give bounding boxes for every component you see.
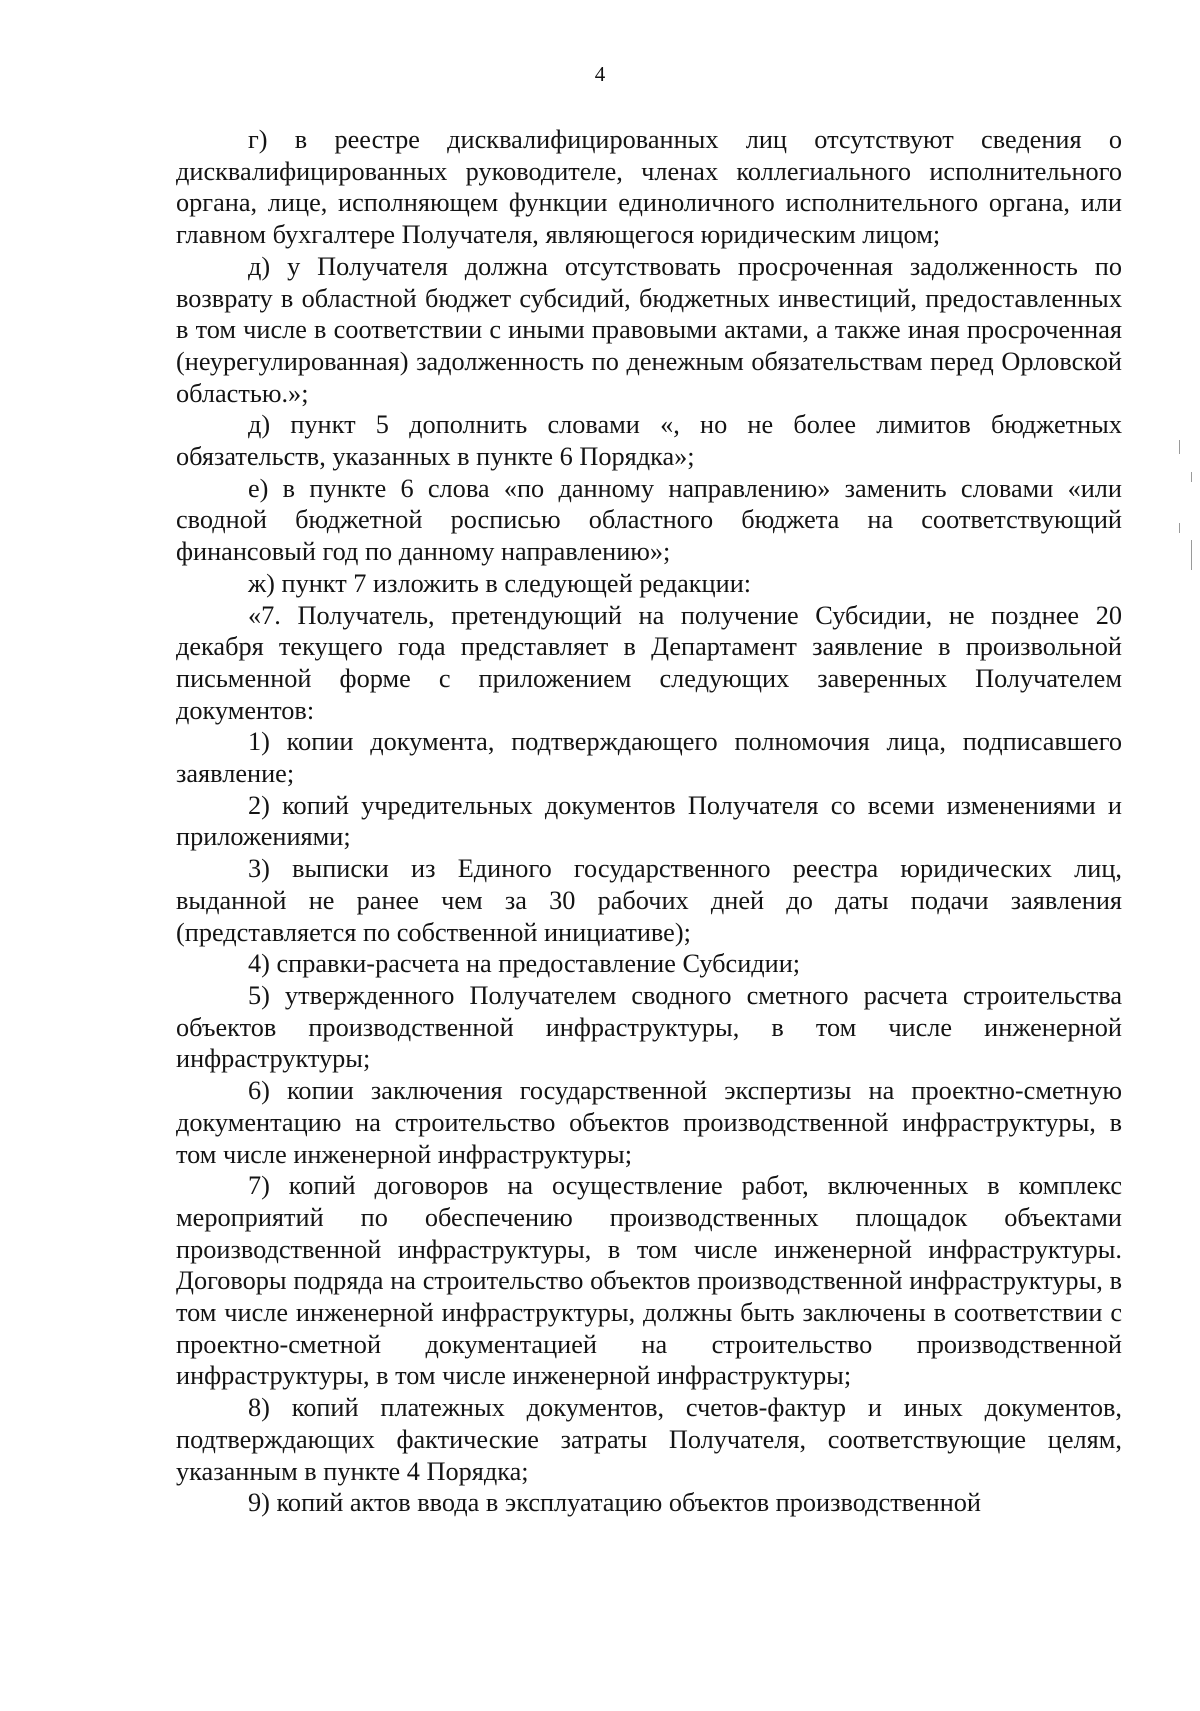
scan-artifact-mark (1179, 440, 1180, 454)
list-item-5: 5) утвержденного Получателем сводного сметного расчета строительства объектов производственной инфраструктуры, в том числе инженерной инфраструктуры; (176, 980, 1122, 1074)
list-item-3: 3) выписки из Единого государственного реестра юридических лиц, выданной не ранее чем за 30 рабочих дней до даты подачи заявления (представляется по собственной инициативе); (176, 854, 1122, 947)
list-item-1: 1) копии документа, подтверждающего полномочия лица, подписавшего заявление; (176, 727, 1122, 789)
list-item-4: 4) справки-расчета на предоставление Субсидии; (248, 949, 801, 979)
list-item-7: 7) копий договоров на осуществление работ, включенных в комплекс мероприятий по обеспечению производственных площадок объектами производственной инфраструктуры, в том числе инженерной инфраструктуры. Договоры подряда на строительство объектов производственной инфраструктуры, в том числе инженерной инфраструктуры, должны быть заключены в соответствии с проектно-сметной документацией на строительство производственной инфраструктуры, в том числе инженерной инфраструктуры; (176, 1171, 1122, 1391)
paragraph-d-clause-5-amendment: д) пункт 5 дополнить словами «, но не более лимитов бюджетных обязательств, указанных в пункте 6 Порядка»; (176, 410, 1122, 472)
scan-artifact-mark (1191, 540, 1192, 570)
document-body (176, 124, 1122, 1519)
list-item-2: 2) копий учредительных документов Получателя со всеми изменениями и приложениями; (176, 790, 1122, 852)
paragraph-clause-7-text: «7. Получатель, претендующий на получение Субсидии, не позднее 20 декабря текущего года представляет в Департамент заявление в произвольной письменной форме с приложением следующих заверенных Получателем документов: (176, 600, 1122, 725)
list-item-8: 8) копий платежных документов, счетов-фактур и иных документов, подтверждающих фактические затраты Получателя, соответствующие целям, указанным в пункте 4 Порядка; (176, 1393, 1122, 1486)
paragraph-e-clause-6-amendment: е) в пункте 6 слова «по данному направлению» заменить словами «или сводной бюджетной росписью областного бюджета на соответствующий финансовый год по данному направлению»; (176, 473, 1122, 567)
paragraph-g-disqualified-registry: г) в реестре дисквалифицированных лиц отсутствуют сведения о дисквалифицированных руководителе, членах коллегиального исполнительного органа, лице, исполняющем функции единоличного исполнительного органа, или главном бухгалтере Получателя, являющегося юридическим лицом; (176, 125, 1122, 250)
list-item-6: 6) копии заключения государственной экспертизы на проектно-сметную документацию на строительство объектов производственной инфраструктуры, в том числе инженерной инфраструктуры; (176, 1076, 1122, 1169)
paragraph-zh-clause-7-intro: ж) пункт 7 изложить в следующей редакции: (248, 568, 752, 598)
scan-artifact-mark (1191, 472, 1192, 482)
paragraph-d-overdue-debt: д) у Получателя должна отсутствовать просроченная задолженность по возврату в областной бюджет субсидий, бюджетных инвестиций, предоставленных в том числе в соответствии с иными правовыми актами, а также иная просроченная (неурегулированная) задолженность по денежным обязательствам перед Орловской областью.»; (176, 251, 1122, 408)
scan-artifact-mark (1179, 523, 1180, 533)
list-item-9: 9) копий актов ввода в эксплуатацию объектов производственной (248, 1488, 981, 1518)
page-number: 4 (594, 62, 606, 86)
